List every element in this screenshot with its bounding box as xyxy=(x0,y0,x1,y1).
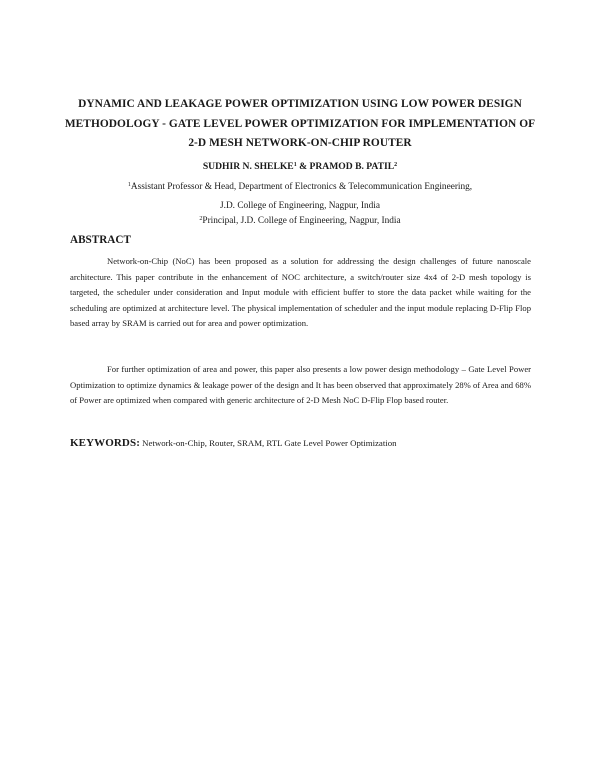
affiliation-2-superscript: 2 xyxy=(199,216,203,222)
abstract-paragraph-2: For further optimization of area and power, this paper also presents a low power design methodology – Gate Level Power Optimization to optimize dynamics & leakage power of the design and It has been observed that approximately 28% of Area and 68% of Power are optimized when compared with generic architecture of 2-D Mesh NoC D-Flip Flop based router. xyxy=(70,364,531,406)
author-separator: & xyxy=(296,161,310,172)
affiliation-2-text: Principal, J.D. College of Engineering, Nagpur, India xyxy=(202,216,401,226)
paper-title: DYNAMIC AND LEAKAGE POWER OPTIMIZATION USING LOW POWER DESIGN METHODOLOGY - GATE LEVEL POWER OPTIMIZATION FOR IMPLEMENTATION OF 2-D MESH NETWORK-ON-CHIP ROUTER xyxy=(64,98,536,149)
keywords-text: Network-on-Chip, Router, SRAM, RTL Gate Level Power Optimization xyxy=(142,438,397,448)
affiliation-1-superscript: 1 xyxy=(127,182,131,188)
affiliation-2 xyxy=(60,214,540,228)
abstract-paragraph-1: Network-on-Chip (NoC) has been proposed as a solution for addressing the design challenges of future nanoscale architecture. This paper contribute in the enhancement of NOC architecture, a switch/router size 4x4 of 2-D mesh topology is targeted, the scheduler under consideration and Input module with efficient buffer to store the data packet while waiting for the scheduling are optimized at architecture level. The physical implementation of scheduler and the input module replacing D-Flip Flop based array by SRAM is carried out for area and power optimization. xyxy=(70,256,531,329)
affiliation-1-line-1 xyxy=(60,180,540,194)
author-2-name: PRAMOD B. PATIL xyxy=(309,161,395,172)
author-1-name: SUDHIR N. SHELKE xyxy=(202,161,294,172)
keywords-line xyxy=(70,436,540,450)
author-2-superscript: 2 xyxy=(394,162,398,168)
affiliation-1-line-2: J.D. College of Engineering, Nagpur, India xyxy=(220,201,380,211)
author-line xyxy=(60,160,540,174)
affiliation-1-text: Assistant Professor & Head, Department of Electronics & Telecommunication Engineering, xyxy=(130,182,473,192)
abstract-heading: ABSTRACT xyxy=(70,234,131,246)
author-1-superscript: 1 xyxy=(293,162,297,168)
keywords-label: KEYWORDS: xyxy=(70,437,140,449)
